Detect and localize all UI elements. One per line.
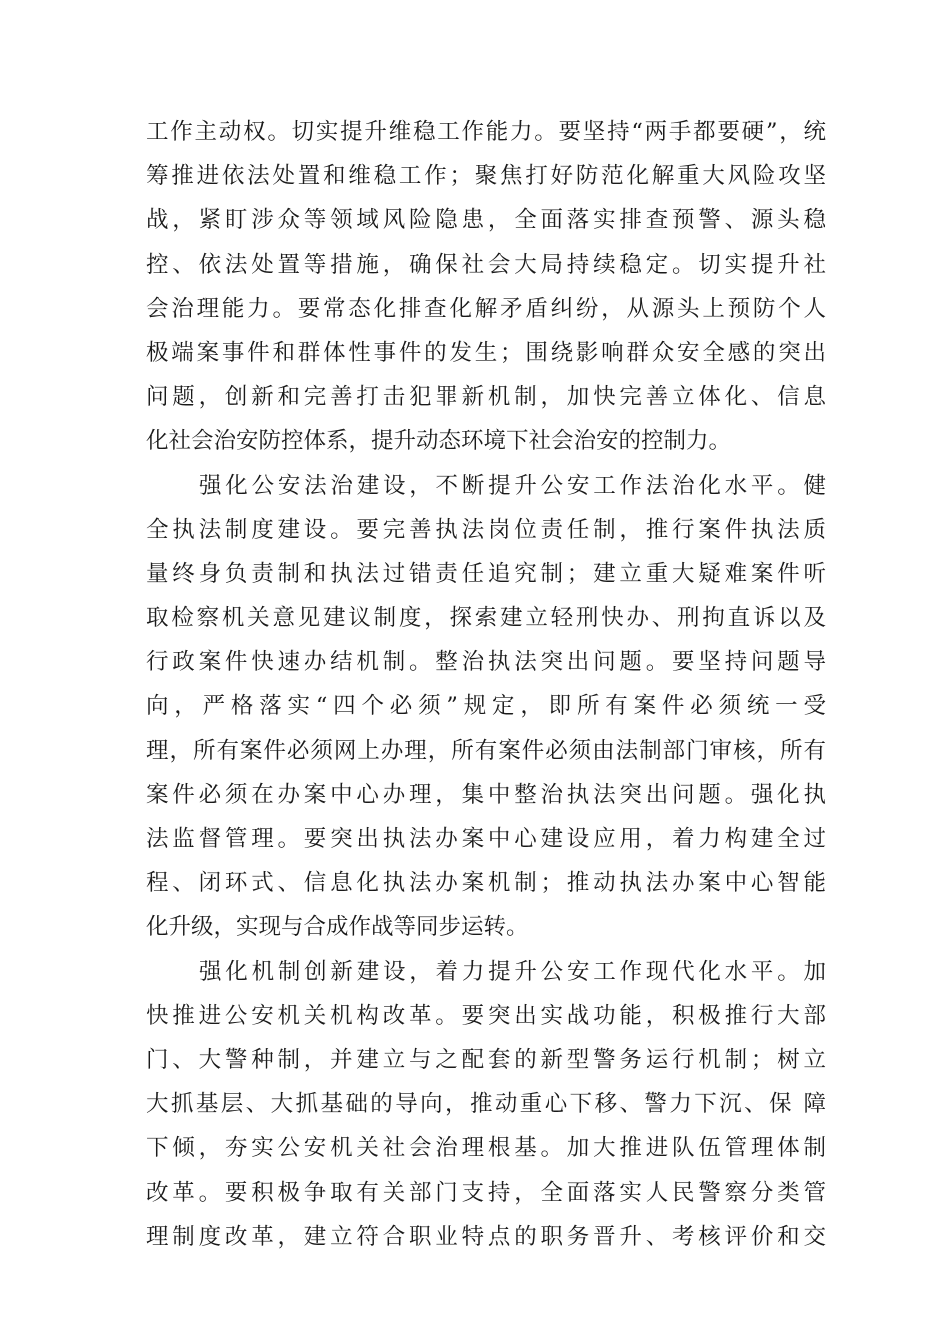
text-line: 问题，创新和完善打击犯罪新机制，加快完善立体化、信息 (146, 384, 826, 411)
text-line: 理，所有案件必须网上办理，所有案件必须由法制部门审核，所有 (146, 737, 826, 764)
text-line: 行政案件快速办结机制。整治执法突出问题。要坚持问题导 (146, 649, 826, 676)
text-line: 向，严格落实“四个必须”规定，即所有案件必须统一受 (146, 693, 826, 720)
text-line: 筹推进依法处置和维稳工作；聚焦打好防范化解重大风险攻坚 (146, 163, 826, 190)
text-line: 取检察机关意见建议制度，探索建立轻刑快办、刑拘直诉以及 (146, 605, 826, 632)
text-line: 会治理能力。要常态化排查化解矛盾纠纷，从源头上预防个人 (146, 295, 826, 322)
text-line: 快推进公安机关机构改革。要突出实战功能，积极推行大部 (146, 1002, 826, 1029)
text-line: 化升级，实现与合成作战等同步运转。 (146, 914, 529, 941)
text-line: 工作主动权。切实提升维稳工作能力。要坚持“两手都要硬”，统 (146, 119, 826, 145)
text-line: 量终身负责制和执法过错责任追究制；建立重大疑难案件听 (146, 560, 826, 587)
text-line: 强化公安法治建设，不断提升公安工作法治化水平。健 (199, 472, 826, 499)
paragraph-3 (146, 950, 826, 1259)
text-line: 下倾，夯实公安机关社会治理根基。加大推进队伍管理体制 (146, 1135, 826, 1162)
text-line: 法监督管理。要突出执法办案中心建设应用，着力构建全过 (146, 826, 826, 852)
paragraph-2 (146, 464, 826, 950)
text-line: 案件必须在办案中心办理，集中整治执法突出问题。强化执 (146, 781, 826, 808)
text-line: 极端案事件和群体性事件的发生；围绕影响群众安全感的突出 (146, 339, 826, 366)
text-line: 大抓基层、大抓基础的导向，推动重心下移、警力下沉、保 障 (146, 1091, 826, 1118)
text-line: 战，紧盯涉众等领域风险隐患，全面落实排查预警、源头稳 (146, 207, 826, 234)
text-line: 化社会治安防控体系，提升动态环境下社会治安的控制力。 (146, 428, 732, 455)
text-line: 门、大警种制，并建立与之配套的新型警务运行机制；树立 (146, 1046, 826, 1073)
text-line: 理制度改革，建立符合职业特点的职务晋升、考核评价和交 (146, 1223, 826, 1250)
text-line: 控、依法处置等措施，确保社会大局持续稳定。切实提升社 (146, 251, 826, 278)
text-line: 程、闭环式、信息化执法办案机制；推动执法办案中心智能 (146, 870, 826, 897)
paragraph-1 (146, 110, 826, 464)
document-body (146, 110, 826, 1259)
text-line: 改革。要积极争取有关部门支持，全面落实人民警察分类管 (146, 1179, 826, 1206)
text-line: 强化机制创新建设，着力提升公安工作现代化水平。加 (199, 958, 826, 985)
text-line: 全执法制度建设。要完善执法岗位责任制，推行案件执法质 (146, 516, 826, 543)
